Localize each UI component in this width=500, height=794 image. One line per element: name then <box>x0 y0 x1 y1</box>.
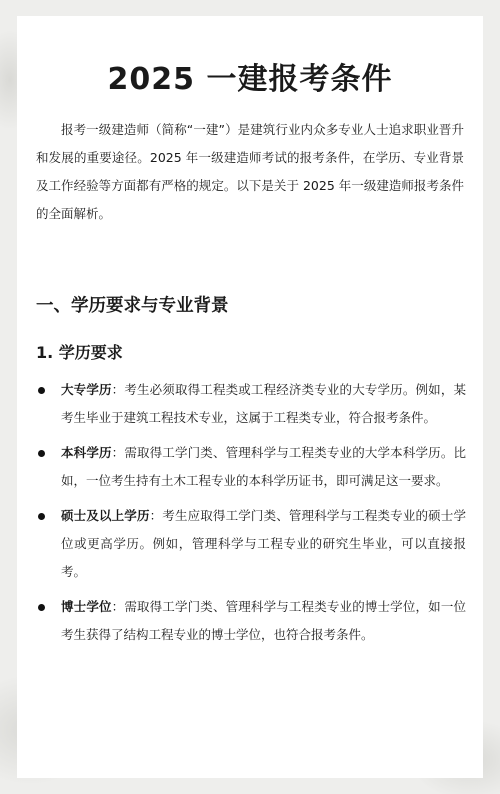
bullet-icon <box>38 450 45 457</box>
bullet-icon <box>38 513 45 520</box>
subsection-heading: 1. 学历要求 <box>36 343 123 362</box>
list-item <box>36 502 466 586</box>
item-term: 博士学位 <box>61 599 112 614</box>
bullet-icon <box>38 387 45 394</box>
item-term: 硕士及以上学历 <box>61 508 150 523</box>
section-heading: 一、学历要求与专业背景 <box>36 296 229 316</box>
page-title: 2025 一建报考条件 <box>107 62 393 97</box>
list-item <box>36 439 466 495</box>
item-text: ：需取得工学门类、管理科学与工程类专业的大学本科学历。比如，一位考生持有土木工程专业的本科学历证书，即可满足这一要求。 <box>61 445 466 488</box>
requirements-list <box>36 376 466 649</box>
bullet-icon <box>38 604 45 611</box>
item-text: ：考生应取得工学门类、管理科学与工程类专业的硕士学位或更高学历。例如，管理科学与工程专业的研究生毕业，可以直接报考。 <box>61 508 466 579</box>
item-term: 本科学历 <box>61 445 112 460</box>
document-page <box>17 16 483 778</box>
list-item <box>36 376 466 432</box>
item-text: ：考生必须取得工程类或工程经济类专业的大专学历。例如，某考生毕业于建筑工程技术专业，这属于工程类专业，符合报考条件。 <box>61 382 466 425</box>
item-text: ：需取得工学门类、管理科学与工程类专业的博士学位，如一位考生获得了结构工程专业的博士学位，也符合报考条件。 <box>61 599 466 642</box>
intro-paragraph: 报考一级建造师（简称“一建”）是建筑行业内众多专业人士追求职业晋升和发展的重要途径。2025 年一级建造师考试的报考条件，在学历、专业背景及工作经验等方面都有严格的规定。以下是关于 2025 年一级建造师报考条件的全面解析。 <box>36 122 464 221</box>
item-term: 大专学历 <box>61 382 112 397</box>
list-item <box>36 593 466 649</box>
